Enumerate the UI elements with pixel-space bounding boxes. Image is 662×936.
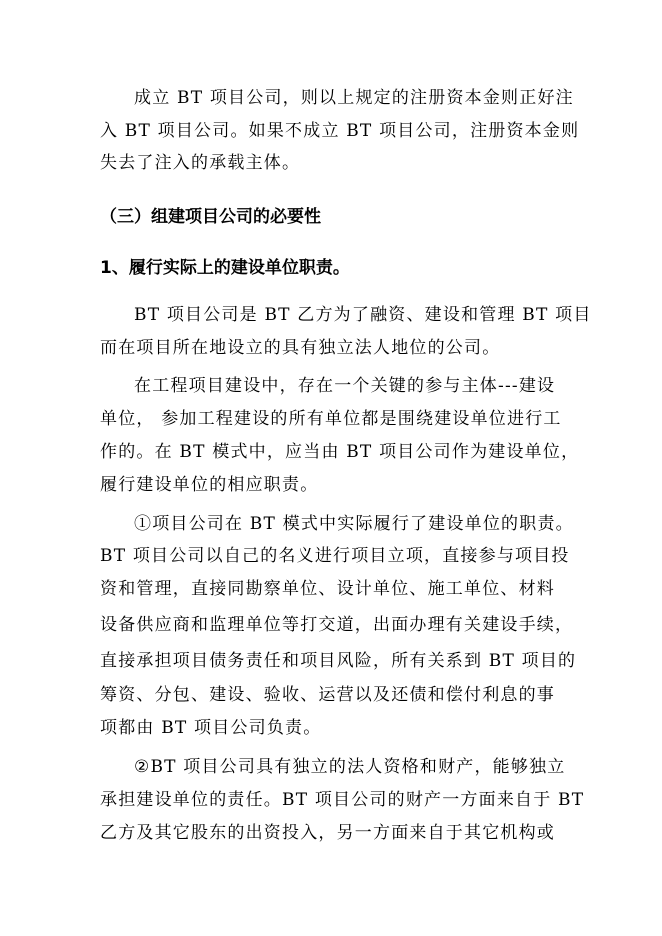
paragraph-4-line-4: 设备供应商和监理单位等打交道，出面办理有关建设手续， [100, 615, 574, 635]
paragraph-4-line-1: ①项目公司在 BT 模式中实际履行了建设单位的职责。 [134, 514, 574, 534]
paragraph-5-line-3: 乙方及其它股东的出资投入，另一方面来自于其它机构或 [100, 823, 555, 843]
section-heading: （三）组建项目公司的必要性 [100, 207, 321, 227]
paragraph-1-line-1: 成立 BT 项目公司，则以上规定的注册资本金则正好注 [134, 88, 574, 108]
paragraph-2-line-2: 而在项目所在地设立的具有独立法人地位的公司。 [100, 338, 501, 358]
paragraph-1-line-2: 入 BT 项目公司。如果不成立 BT 项目公司，注册资本金则 [100, 121, 580, 141]
paragraph-4-line-5: 直接承担项目债务责任和项目风险，所有关系到 BT 项目的 [100, 651, 577, 671]
paragraph-3-line-3: 作的。在 BT 模式中，应当由 BT 项目公司作为建设单位， [100, 442, 580, 462]
paragraph-4-line-7: 项都由 BT 项目公司负责。 [100, 718, 322, 738]
paragraph-3-line-1: 在工程项目建设中，存在一个关键的参与主体---建设 [134, 376, 556, 396]
paragraph-3-line-4: 履行建设单位的相应职责。 [100, 475, 319, 495]
subheading: 1、履行实际上的建设单位职责。 [100, 258, 350, 278]
paragraph-3-line-2: 单位， 参加工程建设的所有单位都是围绕建设单位进行工 [100, 409, 562, 429]
paragraph-5-line-2: 承担建设单位的责任。BT 项目公司的财产一方面来自于 BT [100, 790, 585, 810]
paragraph-1-line-3: 失去了注入的承载主体。 [100, 153, 301, 173]
paragraph-4-line-6: 筹资、分包、建设、验收、运营以及还债和偿付利息的事 [100, 685, 555, 705]
paragraph-2-line-1: BT 项目公司是 BT 乙方为了融资、建设和管理 BT 项目 [134, 305, 592, 325]
paragraph-5-line-1: ②BT 项目公司具有独立的法人资格和财产，能够独立 [134, 757, 566, 777]
paragraph-4-line-2: BT 项目公司以自己的名义进行项目立项，直接参与项目投 [100, 546, 570, 566]
paragraph-4-line-3: 资和管理，直接同勘察单位、设计单位、施工单位、材料 [100, 579, 555, 599]
